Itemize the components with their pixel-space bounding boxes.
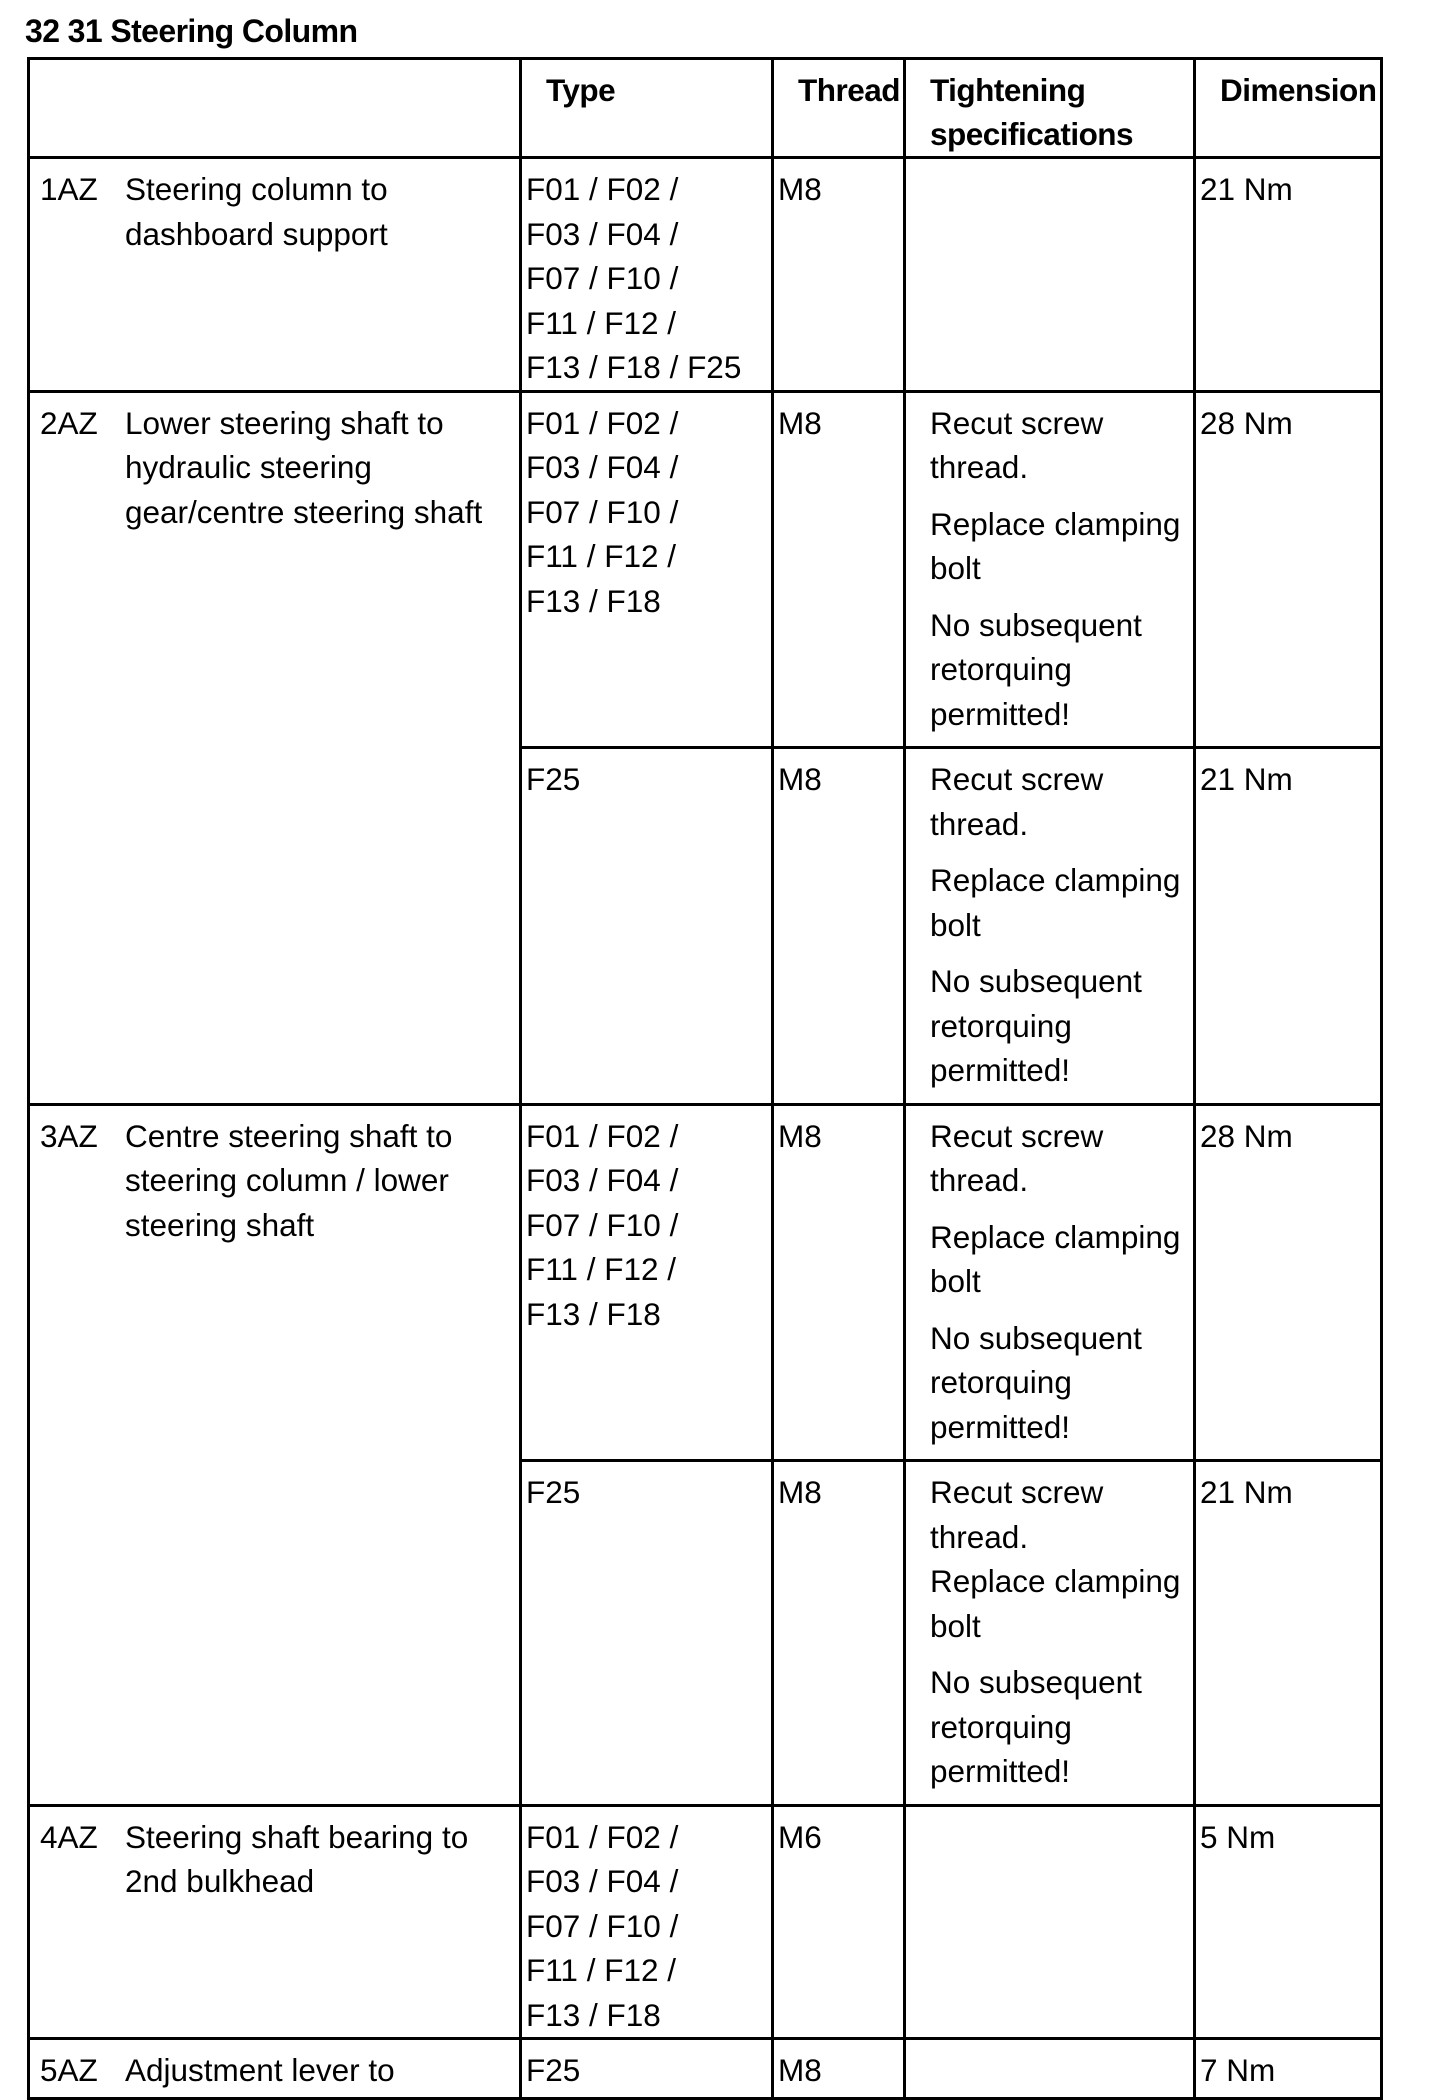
tightening-cell: [905, 2039, 1195, 2099]
dimension-value: 28 Nm: [1200, 1117, 1293, 1154]
tightening-note: Replace clamping bolt: [930, 505, 1181, 586]
type-list: [522, 1106, 771, 1337]
component-cell: [29, 1805, 521, 2039]
type-line: F01 / F02 /: [526, 171, 679, 207]
tightening-note: Replace clamping bolt: [930, 862, 1181, 943]
thread-value: M6: [778, 1818, 822, 1855]
header-type: Type: [521, 59, 773, 158]
tightening-cell: [905, 748, 1195, 1105]
tightening-cell: [905, 1461, 1195, 1806]
tightening-cell: [905, 1104, 1195, 1461]
component-code: 5AZ: [40, 2052, 98, 2088]
dimension-value: 28 Nm: [1200, 404, 1293, 441]
component-wrap: [30, 2040, 519, 2093]
header-tightening-specifications: Tightening specifications: [905, 59, 1195, 158]
tightening-cell: [905, 391, 1195, 748]
type-line: F01 / F02 /: [526, 1818, 679, 1855]
type-line: F03 / F04 /: [526, 215, 679, 252]
type-list: [522, 159, 771, 390]
type-line: F07 / F10 /: [526, 1206, 679, 1243]
thread-value: M8: [778, 1117, 822, 1154]
type-line: F11 / F12 /: [526, 538, 676, 574]
thread-value: M8: [778, 2052, 822, 2088]
dimension-cell: [1195, 1461, 1382, 1806]
tightening-note: No subsequent retorquing permitted!: [930, 606, 1142, 732]
tightening-note: Recut screw thread.: [930, 761, 1104, 842]
component-code: 3AZ: [40, 1117, 98, 1154]
tightening-note: No subsequent retorquing permitted!: [930, 963, 1142, 1088]
dimension-value: 21 Nm: [1200, 761, 1293, 797]
dimension-cell: [1195, 1805, 1382, 2039]
table-header-row: [29, 59, 1382, 158]
component-cell: [29, 2039, 521, 2099]
type-list: [522, 1462, 771, 1515]
type-line: F03 / F04 /: [526, 1162, 679, 1198]
type-list: [522, 1807, 771, 2038]
thread-cell: [773, 391, 905, 748]
thread-cell: [773, 158, 905, 392]
component-code: 1AZ: [40, 171, 98, 207]
type-line: F13 / F18: [526, 1295, 661, 1332]
component-code: 2AZ: [40, 404, 98, 441]
component-description: Lower steering shaft to hydraulic steering gear/centre steering shaft: [125, 404, 483, 530]
dimension-value: 21 Nm: [1200, 1474, 1293, 1510]
type-line: F25: [526, 2052, 581, 2088]
torque-spec-table: [27, 57, 1383, 2100]
type-line: F03 / F04 /: [526, 1863, 679, 1899]
component-cell: [29, 158, 521, 392]
component-wrap: [30, 1807, 519, 1904]
dimension-value: 5 Nm: [1200, 1818, 1276, 1855]
table-row: [29, 1104, 1382, 1461]
tightening-notes: [906, 393, 1193, 747]
type-line: F11 / F12 /: [526, 1251, 676, 1287]
tightening-notes: [906, 1462, 1193, 1804]
component-cell: [29, 1104, 521, 1805]
header-component: [29, 59, 521, 158]
table-row: [29, 391, 1382, 748]
type-line: F01 / F02 /: [526, 404, 679, 441]
header-dimension: Dimension: [1195, 59, 1382, 158]
type-line: F13 / F18: [526, 582, 661, 619]
type-cell: [521, 1104, 773, 1461]
component-code: 4AZ: [40, 1818, 98, 1855]
tightening-note: Recut screw thread.: [930, 404, 1104, 485]
type-line: F25: [526, 761, 581, 797]
tightening-note: Recut screw thread.: [930, 1474, 1104, 1555]
type-line: F01 / F02 /: [526, 1117, 679, 1154]
thread-value: M8: [778, 1474, 822, 1510]
type-cell: [521, 748, 773, 1105]
tightening-notes: [906, 1106, 1193, 1460]
component-cell: [29, 391, 521, 1104]
type-line: F13 / F18: [526, 1996, 661, 2033]
component-description: Centre steering shaft to steering column / lower steering shaft: [125, 1117, 453, 1243]
type-line: F11 / F12 /: [526, 1952, 676, 1988]
type-cell: [521, 1805, 773, 2039]
thread-cell: [773, 748, 905, 1105]
component-description: Adjustment lever to: [125, 2052, 395, 2088]
table-row: [29, 2039, 1382, 2099]
tightening-cell: [905, 158, 1195, 392]
type-cell: [521, 1461, 773, 1806]
component-wrap: [30, 1106, 519, 1248]
dimension-value: 21 Nm: [1200, 171, 1293, 207]
type-list: [522, 393, 771, 624]
type-cell: [521, 158, 773, 392]
type-line: F11 / F12 /: [526, 304, 676, 341]
thread-value: M8: [778, 171, 822, 207]
tightening-note: Replace clamping bolt: [930, 1218, 1181, 1299]
dimension-cell: [1195, 1104, 1382, 1461]
tightening-cell: [905, 1805, 1195, 2039]
thread-cell: [773, 2039, 905, 2099]
component-description: Steering column to dashboard support: [125, 171, 388, 252]
component-wrap: [30, 159, 519, 256]
type-cell: [521, 2039, 773, 2099]
thread-cell: [773, 1104, 905, 1461]
thread-value: M8: [778, 761, 822, 797]
table-row: [29, 1805, 1382, 2039]
tightening-notes: [906, 749, 1193, 1103]
type-line: F03 / F04 /: [526, 449, 679, 485]
type-line: F07 / F10 /: [526, 493, 679, 530]
type-line: F13 / F18 / F25: [526, 349, 742, 385]
dimension-cell: [1195, 2039, 1382, 2099]
tightening-note: No subsequent retorquing permitted!: [930, 1319, 1142, 1445]
component-wrap: [30, 393, 519, 535]
dimension-value: 7 Nm: [1200, 2052, 1276, 2088]
thread-cell: [773, 1805, 905, 2039]
type-line: F07 / F10 /: [526, 1907, 679, 1944]
component-description: Steering shaft bearing to 2nd bulkhead: [125, 1818, 469, 1899]
header-thread: Thread: [773, 59, 905, 158]
thread-cell: [773, 1461, 905, 1806]
type-line: F25: [526, 1474, 581, 1510]
dimension-cell: [1195, 158, 1382, 392]
table-row: [29, 158, 1382, 392]
type-list: [522, 749, 771, 802]
dimension-cell: [1195, 391, 1382, 748]
type-line: F07 / F10 /: [526, 260, 679, 296]
type-cell: [521, 391, 773, 748]
thread-value: M8: [778, 404, 822, 441]
tightening-note: No subsequent retorquing permitted!: [930, 1664, 1142, 1789]
page-title: 32 31 Steering Column: [25, 13, 358, 49]
type-list: [522, 2040, 771, 2093]
dimension-cell: [1195, 748, 1382, 1105]
tightening-note: Replace clamping bolt: [930, 1563, 1181, 1644]
tightening-note: Recut screw thread.: [930, 1117, 1104, 1198]
